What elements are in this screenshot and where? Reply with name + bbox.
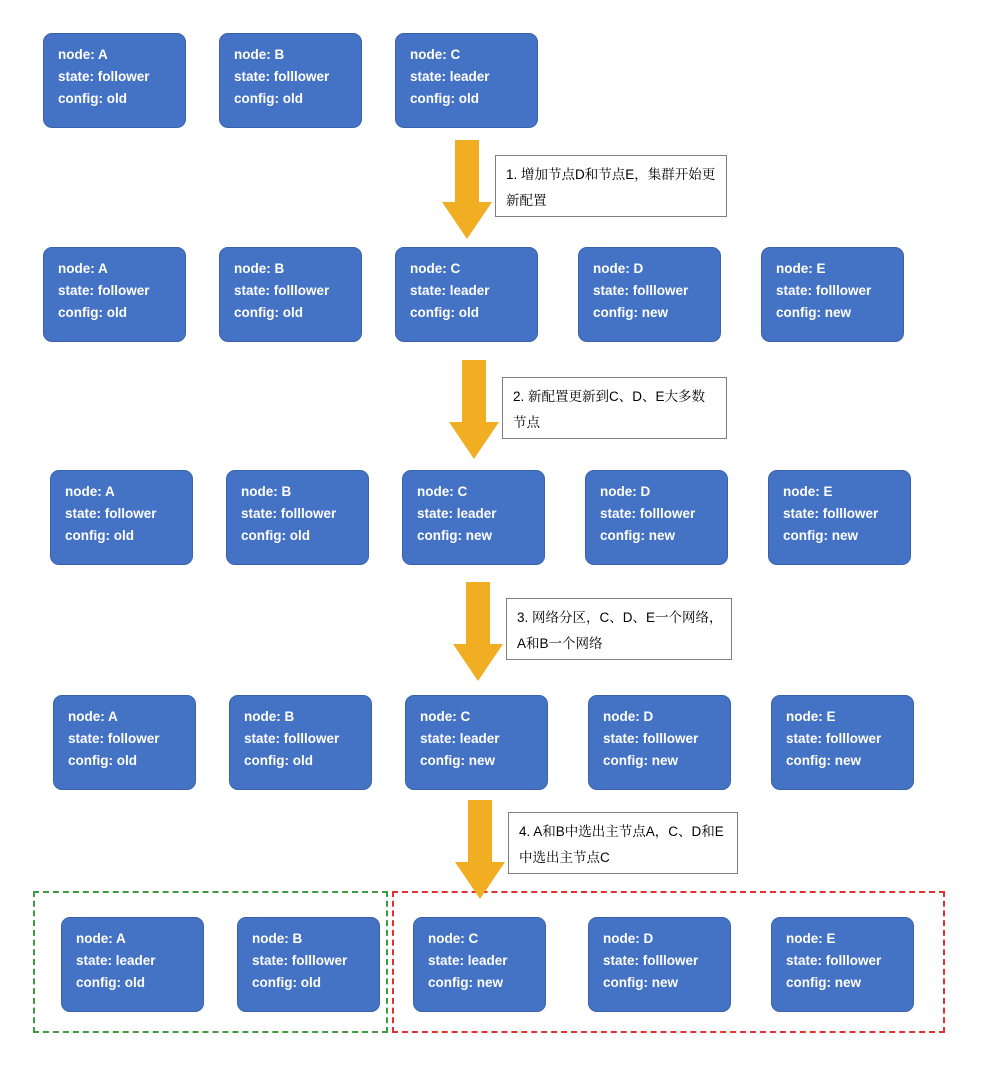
node-config-label: config: old — [410, 305, 479, 320]
step-callout — [508, 812, 738, 874]
node-id-label: node: C — [410, 47, 461, 62]
node-box — [43, 33, 186, 128]
node-config-label: config: new — [603, 753, 678, 768]
node-id-label: node: D — [593, 261, 644, 276]
node-config-label: config: old — [244, 753, 313, 768]
node-config-label: config: old — [241, 528, 310, 543]
step-callout — [502, 377, 727, 439]
node-state-label: state: folllower — [783, 506, 879, 521]
node-box — [50, 470, 193, 565]
node-box — [395, 33, 538, 128]
node-id-label: node: A — [58, 261, 108, 276]
node-id-label: node: A — [68, 709, 118, 724]
node-config-label: config: new — [593, 305, 668, 320]
node-state-label: state: leader — [410, 69, 490, 84]
node-box — [578, 247, 721, 342]
node-config-label: config: old — [410, 91, 479, 106]
node-state-label: state: folllower — [244, 731, 340, 746]
node-config-label: config: new — [420, 753, 495, 768]
node-config-label: config: new — [428, 975, 503, 990]
node-config-label: config: new — [776, 305, 851, 320]
node-box — [588, 917, 731, 1012]
node-state-label: state: folllower — [786, 731, 882, 746]
node-box — [402, 470, 545, 565]
down-arrow-icon — [448, 360, 500, 460]
node-state-label: state: folllower — [603, 731, 699, 746]
node-id-label: node: D — [600, 484, 651, 499]
node-state-label: state: leader — [76, 953, 156, 968]
node-box — [43, 247, 186, 342]
node-box — [219, 33, 362, 128]
node-config-label: config: new — [786, 753, 861, 768]
node-box — [771, 917, 914, 1012]
node-config-label: config: old — [234, 305, 303, 320]
node-state-label: state: folllower — [600, 506, 696, 521]
node-box — [771, 695, 914, 790]
step-callout — [495, 155, 727, 217]
node-id-label: node: A — [76, 931, 126, 946]
node-id-label: node: B — [241, 484, 292, 499]
node-id-label: node: C — [410, 261, 461, 276]
node-id-label: node: A — [58, 47, 108, 62]
node-box — [395, 247, 538, 342]
node-id-label: node: B — [234, 47, 285, 62]
node-state-label: state: follower — [65, 506, 157, 521]
node-config-label: config: old — [58, 91, 127, 106]
node-box — [588, 695, 731, 790]
node-id-label: node: D — [603, 931, 654, 946]
node-state-label: state: leader — [410, 283, 490, 298]
node-state-label: state: folllower — [593, 283, 689, 298]
node-state-label: state: follower — [58, 283, 150, 298]
node-id-label: node: E — [776, 261, 826, 276]
node-state-label: state: folllower — [786, 953, 882, 968]
node-state-label: state: follower — [68, 731, 160, 746]
down-arrow-icon — [441, 140, 493, 240]
node-config-label: config: new — [786, 975, 861, 990]
node-config-label: config: old — [234, 91, 303, 106]
node-id-label: node: E — [786, 709, 836, 724]
node-config-label: config: old — [76, 975, 145, 990]
node-box — [761, 247, 904, 342]
node-state-label: state: leader — [420, 731, 500, 746]
node-box — [229, 695, 372, 790]
node-state-label: state: folllower — [776, 283, 872, 298]
node-id-label: node: A — [65, 484, 115, 499]
step-text: 4. A和B中选出主节点A，C、D和E中选出主节点C — [519, 824, 724, 865]
down-arrow-icon — [454, 800, 506, 900]
node-config-label: config: old — [65, 528, 134, 543]
node-id-label: node: C — [420, 709, 471, 724]
node-config-label: config: new — [600, 528, 675, 543]
node-state-label: state: leader — [417, 506, 497, 521]
node-box — [226, 470, 369, 565]
node-state-label: state: folllower — [234, 69, 330, 84]
node-state-label: state: folllower — [603, 953, 699, 968]
node-id-label: node: B — [234, 261, 285, 276]
node-config-label: config: new — [417, 528, 492, 543]
node-id-label: node: B — [244, 709, 295, 724]
node-config-label: config: old — [68, 753, 137, 768]
node-config-label: config: new — [783, 528, 858, 543]
down-arrow-icon — [452, 582, 504, 682]
node-box — [237, 917, 380, 1012]
node-state-label: state: folllower — [234, 283, 330, 298]
node-id-label: node: E — [783, 484, 833, 499]
node-config-label: config: old — [58, 305, 127, 320]
node-id-label: node: C — [417, 484, 468, 499]
node-id-label: node: D — [603, 709, 654, 724]
node-config-label: config: new — [603, 975, 678, 990]
node-state-label: state: folllower — [241, 506, 337, 521]
node-id-label: node: E — [786, 931, 836, 946]
node-box — [768, 470, 911, 565]
node-config-label: config: old — [252, 975, 321, 990]
node-state-label: state: leader — [428, 953, 508, 968]
node-box — [405, 695, 548, 790]
step-text: 1. 增加节点D和节点E，集群开始更新配置 — [506, 167, 716, 208]
step-callout — [506, 598, 732, 660]
step-text: 3. 网络分区，C、D、E一个网络，A和B一个网络 — [517, 610, 723, 651]
node-state-label: state: folllower — [252, 953, 348, 968]
node-box — [219, 247, 362, 342]
node-box — [53, 695, 196, 790]
node-box — [585, 470, 728, 565]
node-box — [413, 917, 546, 1012]
node-id-label: node: C — [428, 931, 479, 946]
node-state-label: state: follower — [58, 69, 150, 84]
node-id-label: node: B — [252, 931, 303, 946]
node-box — [61, 917, 204, 1012]
step-text: 2. 新配置更新到C、D、E大多数节点 — [513, 389, 706, 430]
